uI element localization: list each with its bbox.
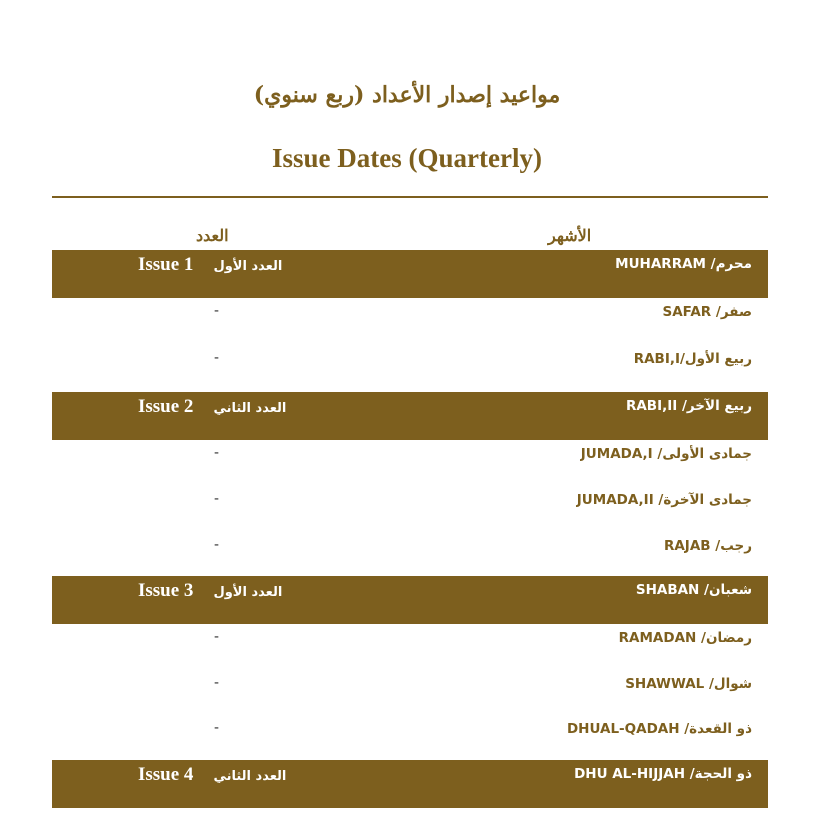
month-cell: شعبان/ SHABAN: [635, 582, 752, 598]
month-cell: جمادى الآخرة/ JUMADA,II: [576, 492, 752, 508]
table-row: [52, 345, 768, 391]
table-row-issue: [52, 760, 768, 808]
issue-cell: [138, 254, 282, 276]
table-row-issue: [52, 250, 768, 298]
issue-label-en: Issue 3: [138, 580, 194, 601]
table-row: [52, 670, 768, 716]
table-row: [52, 440, 768, 486]
table-row: [52, 532, 768, 578]
table-row: [52, 624, 768, 670]
month-cell: شوال/ SHAWWAL: [625, 676, 752, 692]
month-cell: ربيع الأول/RABI,I: [633, 351, 752, 367]
title-arabic: مواعيد إصدار الأعداد (ربع سنوي): [253, 82, 561, 108]
empty-issue-cell: -: [214, 719, 219, 736]
issue-label-ar: العدد الثاني: [213, 769, 287, 784]
month-cell: رمضان/ RAMADAN: [618, 630, 752, 646]
month-cell: ذو القعدة/ DHUAL-QADAH: [566, 721, 752, 737]
empty-issue-cell: -: [214, 628, 219, 645]
column-header-issue: العدد: [196, 226, 229, 245]
table-row: [52, 298, 768, 344]
empty-issue-cell: -: [214, 490, 219, 507]
issue-label-en: Issue 1: [138, 254, 194, 275]
issue-label-ar: العدد الثاني: [213, 401, 287, 416]
month-cell: صفر/ SAFAR: [662, 304, 752, 320]
empty-issue-cell: -: [214, 302, 219, 319]
issue-label-ar: العدد الأول: [213, 585, 283, 600]
empty-issue-cell: -: [214, 349, 219, 366]
month-cell: ذو الحجة/ DHU AL-HIJJAH: [574, 766, 752, 782]
issue-cell: [138, 580, 282, 602]
issue-cell: [138, 396, 286, 418]
title-divider: [52, 196, 768, 198]
issue-cell: [138, 764, 286, 786]
month-cell: محرم/ MUHARRAM: [615, 256, 752, 272]
table-row-issue: [52, 392, 768, 440]
column-header-months: الأشهر: [548, 226, 592, 245]
issue-label-ar: العدد الأول: [213, 259, 283, 274]
empty-issue-cell: -: [214, 536, 219, 553]
month-cell: جمادى الأولى/ JUMADA,I: [580, 446, 752, 462]
title-english: Issue Dates (Quarterly): [272, 143, 542, 173]
issue-label-en: Issue 4: [138, 764, 194, 785]
table-row: [52, 715, 768, 761]
empty-issue-cell: -: [214, 674, 219, 691]
month-cell: ربيع الآخر/ RABI,II: [625, 398, 752, 414]
table-row: [52, 486, 768, 532]
issue-label-en: Issue 2: [138, 396, 194, 417]
empty-issue-cell: -: [214, 444, 219, 461]
month-cell: رجب/ RAJAB: [663, 538, 752, 554]
table-row-issue: [52, 576, 768, 624]
